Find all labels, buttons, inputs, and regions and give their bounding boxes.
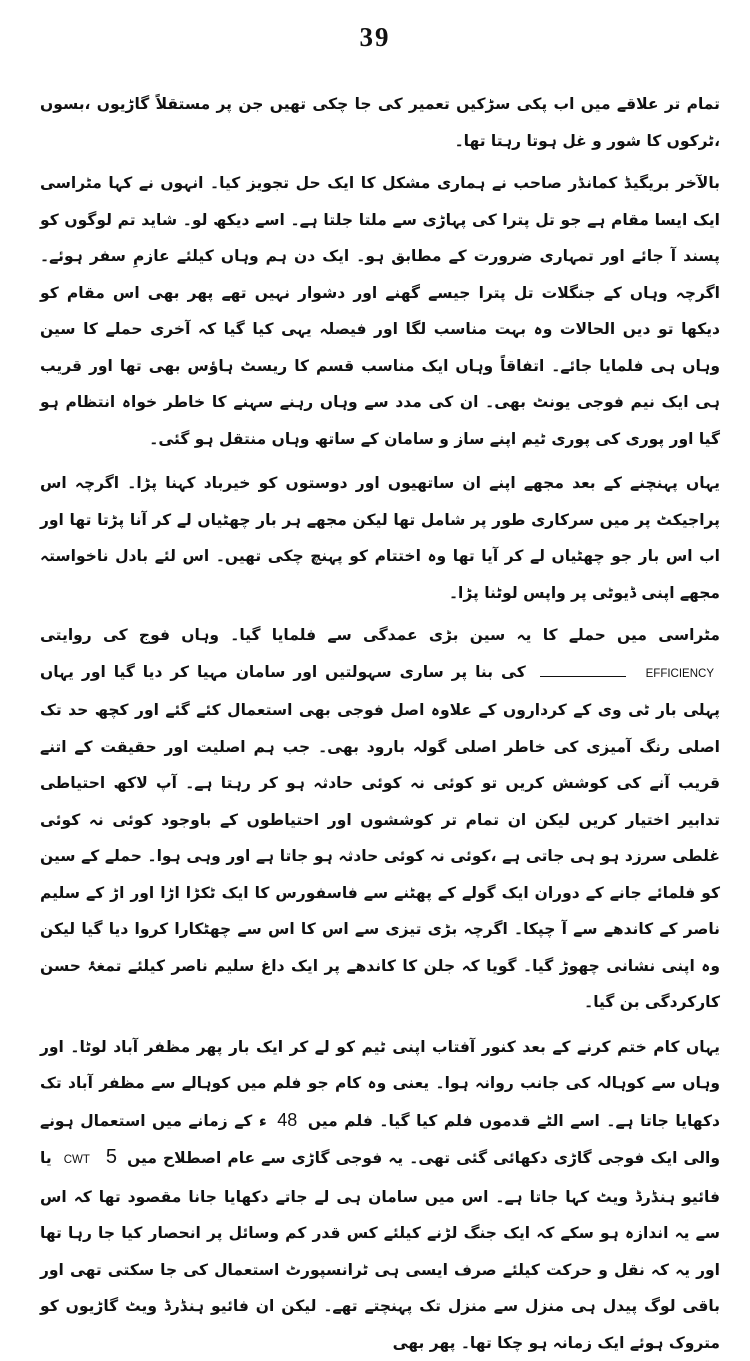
paragraph-5-mid: ء کے زمانے میں استعمال ہونے والی ایک فوجی گاڑی دکھائی گئی تھی۔ یہ فوجی گاڑی سے عام اصطلاح میں	[40, 1112, 720, 1168]
paragraph-4-start: مٹراسی میں حملے کا یہ سین بڑی عمدگی سے فلمایا گیا۔ وہاں فوج کی روایتی	[40, 626, 720, 644]
page-number: 39	[0, 22, 750, 53]
page-body	[40, 86, 720, 1361]
paragraph-4	[40, 617, 720, 1021]
paragraph-3: یہاں پہنچنے کے بعد مجھے اپنے ان ساتھیوں اور دوستوں کو خیرباد کہنا پڑا۔ اگرچہ اس پراجیکٹ پر میں سرکاری طور پر شامل تھا لیکن مجھے ہر بار چھٹیاں لے کر آنا پڑتا تھا اور اب اس بار جو چھٹیاں لے کر آیا تھا وہ اختتام کو پہنچ چکی تھیں۔ اس لئے بادل ناخواستہ مجھے اپنی ڈیوٹی پر واپس لوٹنا پڑا۔	[40, 465, 720, 611]
paragraph-1: تمام تر علاقے میں اب پکی سڑکیں تعمیر کی جا چکی تھیں جن پر مستقلاً گاڑیوں ،بسوں ،ٹرکوں کا شور و غل ہوتا رہتا تھا۔	[40, 86, 720, 159]
paragraph-5-end: یا فائیو ہنڈرڈ ویٹ کہا جاتا ہے۔ اس میں سامان ہی لے جاتے دکھایا جانا مقصود تھا کہ اس سے یہ اندازہ ہو سکے کہ ایک جنگ لڑنے کیلئے کس قدر کم وسائل پر انحصار کیا جا رہا تھا اور یہ کہ نقل و حرکت کیلئے صرف ایسی ہی ٹرانسپورٹ استعمال کی جا سکتی تھی اور باقی لوگ پیدل ہی منزل سے منزل تک پہنچتے تھے۔ لیکن ان فائیو ہنڈرڈ ویٹ گاڑیوں کو متروک ہوئے ایک زمانہ ہو چکا تھا۔ پھر بھی	[40, 1149, 720, 1352]
blank-line	[540, 662, 626, 677]
efficiency-word: EFFICIENCY	[646, 656, 714, 693]
cwt-abbrev: CWT	[64, 1142, 90, 1179]
year-48: 48	[277, 1102, 297, 1139]
paragraph-5	[40, 1029, 720, 1361]
paragraph-2: بالآخر بریگیڈ کمانڈر صاحب نے ہماری مشکل کا ایک حل تجویز کیا۔ انہوں نے کہا مٹراسی ایک ایسا مقام ہے جو تل پترا کی پہاڑی سے ملتا جلتا ہے۔ اسے دیکھ لو۔ شاید تم لوگوں کو پسند آ جائے اور تمہاری ضرورت کے مطابق ہو۔ ایک دن ہم وہاں کیلئے عازمِ سفر ہوئے۔ اگرچہ وہاں کے جنگلات تل پترا جیسے گھنے اور دشوار نہیں تھے پھر بھی اس مقام کو دیکھا تو دیں الحالات وہ بہت مناسب لگا اور فیصلہ یہی کیا گیا کہ آخری حملے کا سین وہاں ہی فلمایا جائے۔ اتفاقاً وہاں ایک مناسب قسم کا ریسٹ ہاؤس بھی تھا اور قریب ہی ایک نیم فوجی یونٹ بھی۔ ان کی مدد سے وہاں رہنے سہنے کا خاطر خواہ انتظام ہو گیا اور پوری کی پوری ٹیم اپنے ساز و سامان کے ساتھ وہاں منتقل ہو گئی۔	[40, 165, 720, 457]
paragraph-4-rest: کی بنا پر ساری سہولتیں اور سامان مہیا کر دیا گیا اور یہاں پہلی بار ٹی وی کے کرداروں کے علاوہ اصل فوجی بھی استعمال کئے گئے اور کچھ حد تک اصلی رنگ آمیزی کی خاطر اصلی گولہ بارود بھی۔ جب ہم اصلیت اور حقیقت کے اتنے قریب آنے کی کوشش کریں تو کوئی نہ کوئی حادثہ ہو کر رہتا ہے۔ آپ لاکھ احتیاطی تدابیر اختیار کریں لیکن ان تمام تر کوششوں اور احتیاطوں کے باوجود کوئی نہ کوئی غلطی سرزد ہو ہی جاتی ہے ،کوئی نہ کوئی حادثہ ہو جاتا ہے اور وہی ہوا۔ حملے کے سین کو فلمائے جانے کے دوران ایک گولے کے پھٹنے سے فاسفورس کا ایک ٹکڑا اڑا اور اڑ کے سلیم ناصر کے کاندھے سے آ چپکا۔ اگرچہ بڑی تیزی سے اس کا اس سے چھٹکارا کروا دیا گیا لیکن وہ اپنی نشانی چھوڑ گیا۔ گویا کہ جلن کا کاندھے پر ایک داغ سلیم ناصر کیلئے تمغۂ حسن کارکردگی بن گیا۔	[40, 663, 720, 1012]
paragraph-5-start: یہاں کام ختم کرنے کے بعد کنور آفتاب اپنی ٹیم کو لے کر ایک بار پھر مظفر آباد لوٹا۔ اور وہاں سے کوہالہ کی جانب روانہ ہوا۔ یعنی وہ کام جو فلم میں کوہالے سے مظفر آباد تک دکھایا جاتا ہے۔ اسے الٹے قدموں فلم کیا گیا۔ فلم میں	[40, 1038, 720, 1130]
number-5: 5	[106, 1139, 117, 1176]
